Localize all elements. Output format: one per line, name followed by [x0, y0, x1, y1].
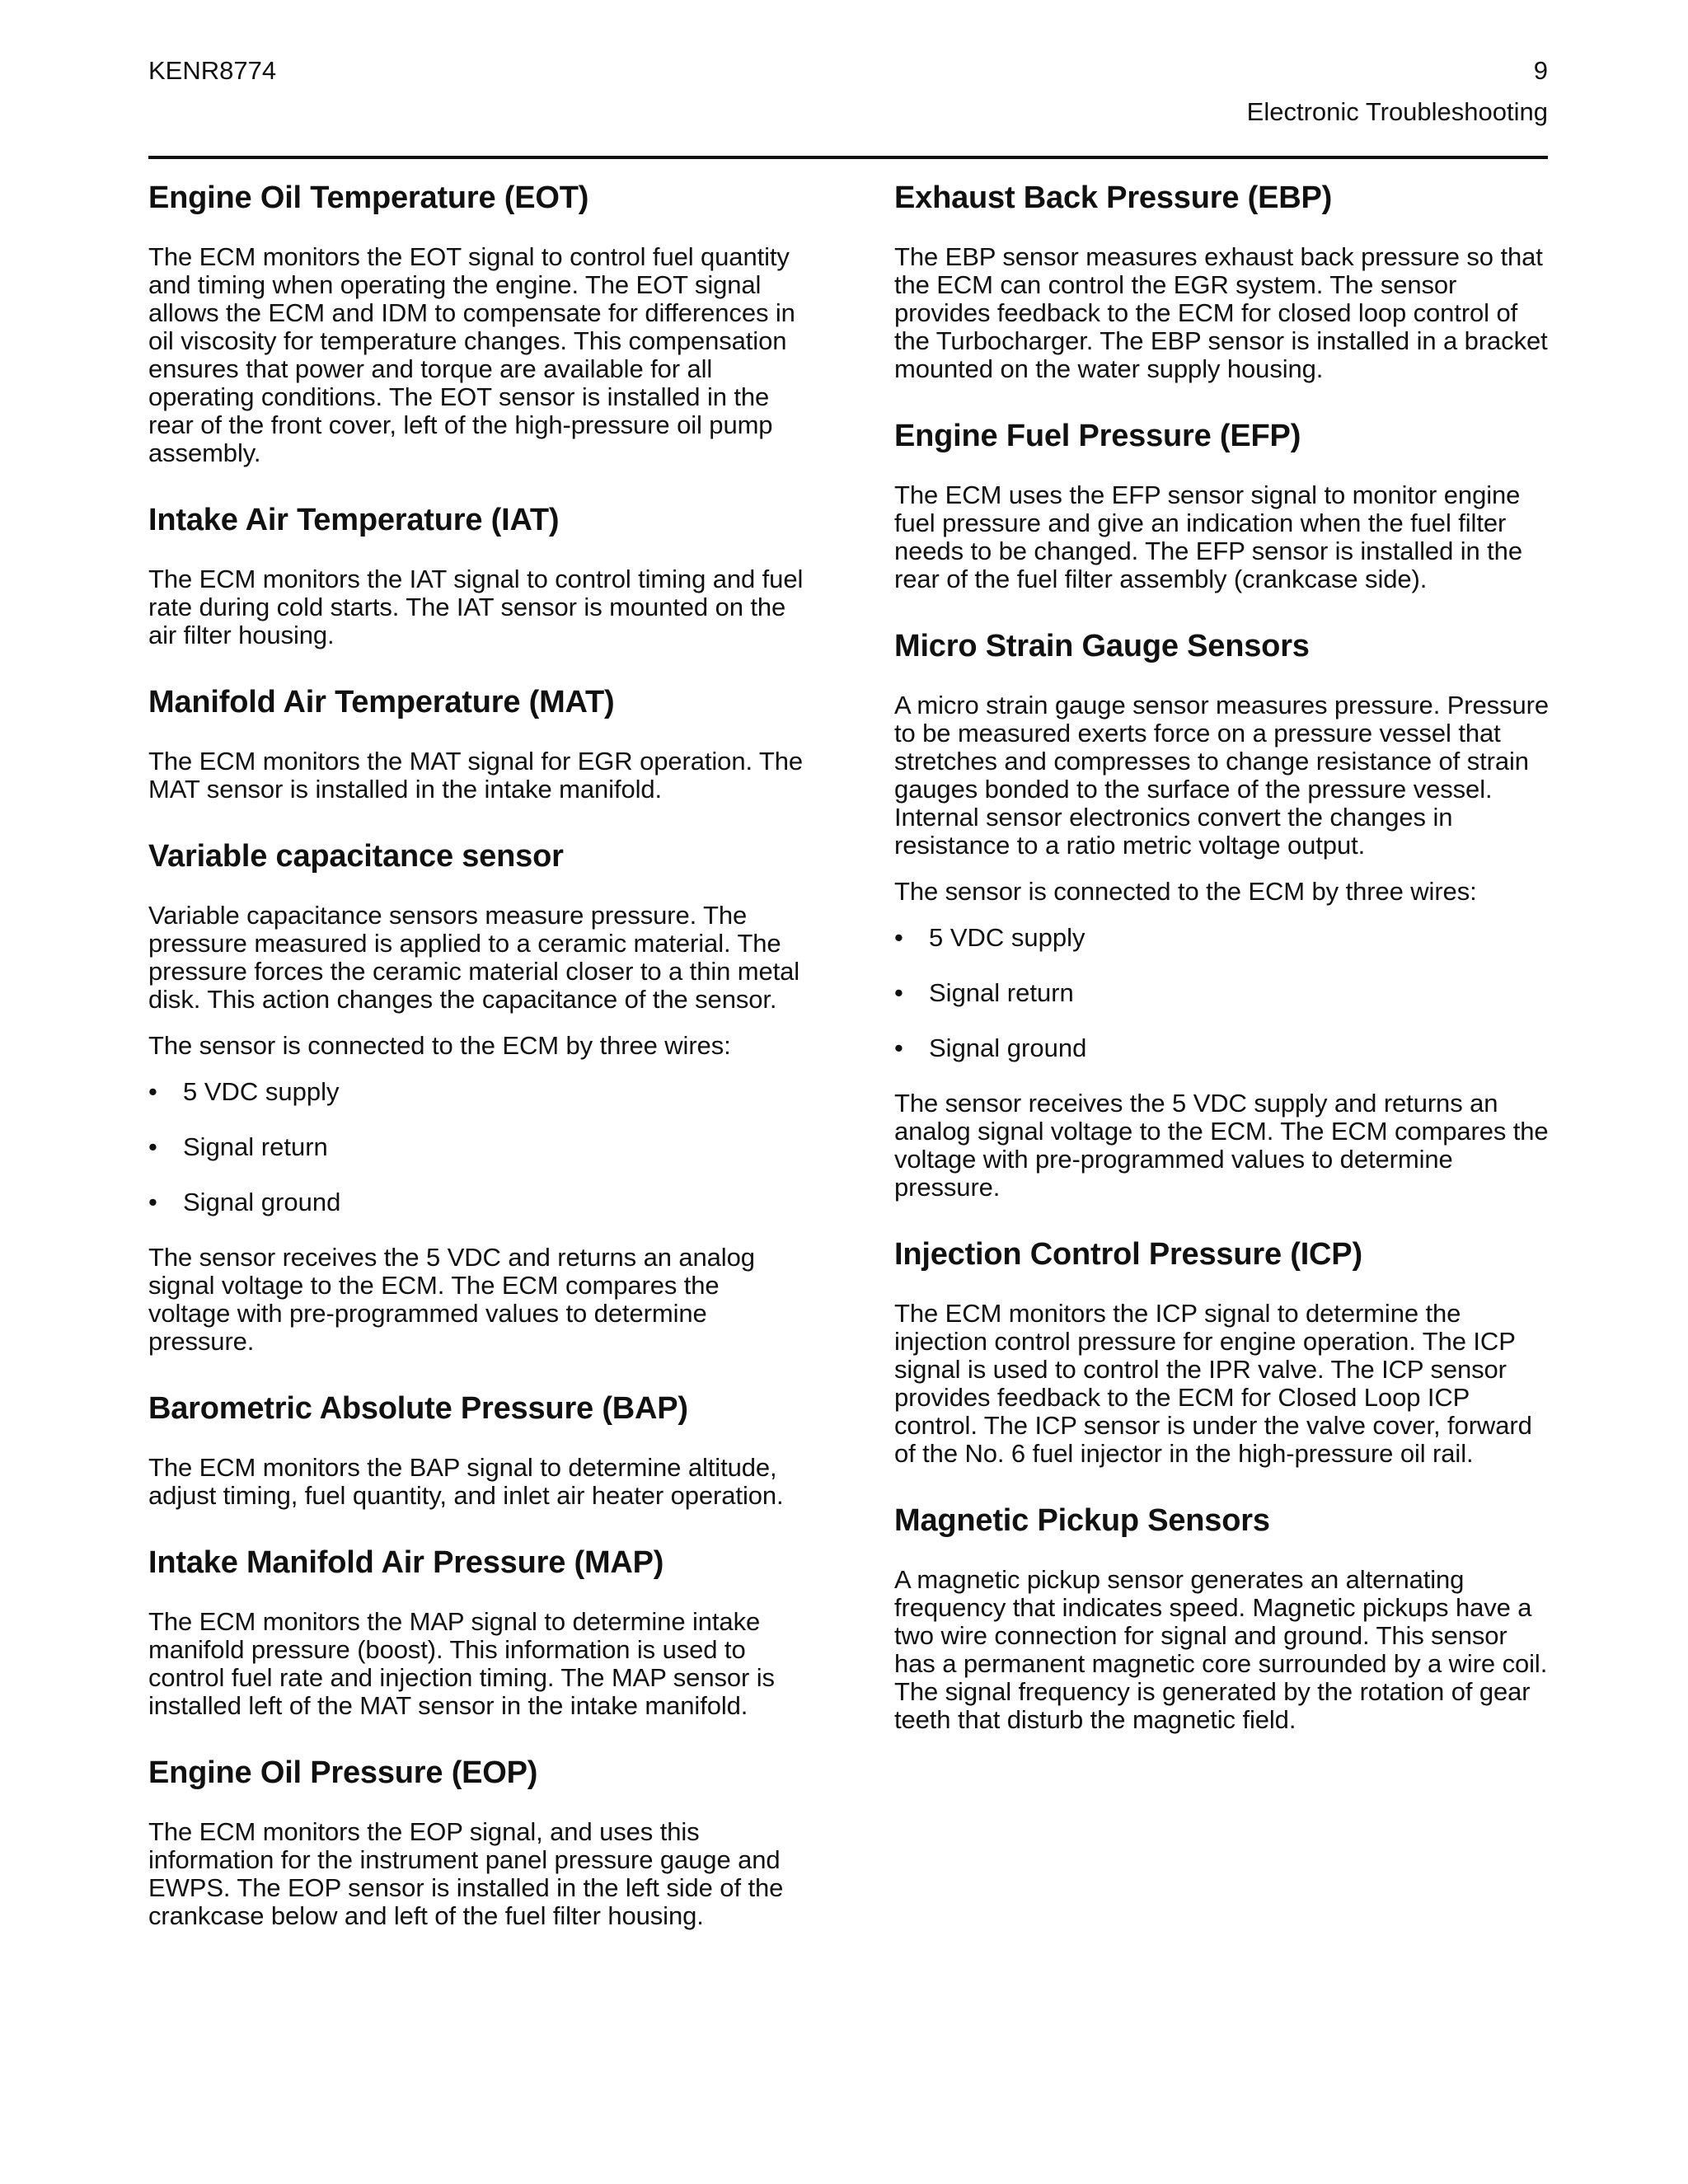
doc-section — [894, 1502, 1554, 1734]
bullet-icon: • — [894, 1033, 903, 1062]
section-heading: Variable capacitance sensor — [148, 839, 564, 874]
doc-section — [148, 502, 808, 649]
body-paragraph: A magnetic pickup sensor generates an alternating frequency that indicates speed. Magnetic pickups have a two wire connection for signal and ground. This sensor has a permanent magnetic core surrounded by a wire coil. The signal frequency is generated by the rotation of gear teeth that disturb the magnetic field. — [894, 1565, 1548, 1734]
body-paragraph: The sensor receives the 5 VDC and returns an analog signal voltage to the ECM. The ECM compares the voltage with pre-programmed values to determine pressure. — [148, 1243, 755, 1356]
bullet-icon: • — [148, 1132, 157, 1161]
body-paragraph: The EBP sensor measures exhaust back pressure so that the ECM can control the EGR system. The sensor provides feedback to the ECM for closed loop control of the Turbocharger. The EBP sensor is installed in a bracket mounted on the water supply housing. — [894, 242, 1548, 383]
section-heading: Exhaust Back Pressure (EBP) — [894, 180, 1333, 215]
doc-section — [148, 1544, 808, 1720]
section-heading: Engine Oil Pressure (EOP) — [148, 1755, 538, 1790]
bullet-text: Signal ground — [929, 1033, 1087, 1062]
bullet-item — [894, 979, 1554, 1007]
doc-section — [894, 418, 1554, 593]
bullet-text: Signal return — [183, 1132, 328, 1161]
left-column — [148, 180, 808, 1965]
bullet-icon: • — [148, 1077, 157, 1106]
body-paragraph: The ECM monitors the EOT signal to control fuel quantity and timing when operating the engine. The EOT signal allows the ECM and IDM to compensate for differences in oil viscosity for temperature changes. This compensation ensures that power and torque are available for all operating conditions. The EOT sensor is installed in the rear of the front cover, left of the high-pressure oil pump assembly. — [148, 242, 795, 467]
page-number: 9 — [1533, 56, 1548, 85]
doc-section — [148, 1390, 808, 1510]
page-header — [148, 56, 1548, 163]
body-paragraph: A micro strain gauge sensor measures pressure. Pressure to be measured exerts force on a pressure vessel that stretches and compresses to change resistance of strain gauges bonded to the surface of the pressure vessel. Internal sensor electronics convert the changes in resistance to a ratio metric voltage output. — [894, 691, 1549, 860]
doc-section — [148, 838, 808, 1356]
section-heading: Intake Manifold Air Pressure (MAP) — [148, 1545, 664, 1580]
bullet-item — [894, 1034, 1554, 1062]
bullet-list — [894, 924, 1554, 1062]
section-heading: Engine Fuel Pressure (EFP) — [894, 419, 1301, 453]
body-paragraph: Variable capacitance sensors measure pressure. The pressure measured is applied to a ceramic material. The pressure forces the ceramic material closer to a thin metal disk. This action changes the capacitance of the sensor. — [148, 901, 800, 1014]
bullet-item — [148, 1188, 808, 1216]
bullet-item — [148, 1078, 808, 1106]
section-heading: Barometric Absolute Pressure (BAP) — [148, 1391, 688, 1426]
body-paragraph: The ECM monitors the IAT signal to control timing and fuel rate during cold starts. The IAT sensor is mounted on the air filter housing. — [148, 565, 804, 649]
body-paragraph: The ECM uses the EFP sensor signal to monitor engine fuel pressure and give an indication when the fuel filter needs to be changed. The EFP sensor is installed in the rear of the fuel filter assembly (crankcase side). — [894, 480, 1522, 593]
bullet-text: 5 VDC supply — [183, 1077, 340, 1106]
section-heading: Injection Control Pressure (ICP) — [894, 1237, 1362, 1272]
doc-section — [894, 1236, 1554, 1468]
doc-section — [894, 628, 1554, 1202]
body-paragraph: The ECM monitors the EOP signal, and uses this information for the instrument panel pressure gauge and EWPS. The EOP sensor is installed in the left side of the crankcase below and left of the fuel filter housing. — [148, 1817, 784, 1930]
header-divider — [148, 156, 1548, 159]
body-paragraph: The sensor is connected to the ECM by three wires: — [894, 877, 1477, 906]
bullet-list — [148, 1078, 808, 1216]
document-id: KENR8774 — [148, 56, 277, 85]
section-heading: Manifold Air Temperature (MAT) — [148, 685, 615, 719]
bullet-icon: • — [894, 923, 903, 952]
bullet-text: Signal ground — [183, 1188, 341, 1216]
body-paragraph: The sensor receives the 5 VDC supply and returns an analog signal voltage to the ECM. The ECM compares the voltage with pre-programmed values to determine pressure. — [894, 1089, 1549, 1202]
bullet-item — [894, 924, 1554, 952]
section-heading: Micro Strain Gauge Sensors — [894, 629, 1310, 663]
doc-section — [894, 180, 1554, 383]
body-paragraph: The sensor is connected to the ECM by three wires: — [148, 1031, 731, 1060]
doc-section — [148, 1755, 808, 1930]
doc-section — [148, 684, 808, 804]
body-paragraph: The ECM monitors the MAP signal to determine intake manifold pressure (boost). This information is used to control fuel rate and injection timing. The MAP sensor is installed left of the MAT sensor in the intake manifold. — [148, 1607, 775, 1720]
section-heading: Magnetic Pickup Sensors — [894, 1503, 1270, 1538]
right-column — [894, 180, 1554, 1769]
section-heading: Intake Air Temperature (IAT) — [148, 503, 560, 537]
bullet-text: Signal return — [929, 978, 1074, 1007]
bullet-icon: • — [148, 1188, 157, 1216]
running-section-title: Electronic Troubleshooting — [1246, 97, 1548, 126]
bullet-icon: • — [894, 978, 903, 1007]
body-paragraph: The ECM monitors the MAT signal for EGR operation. The MAT sensor is installed in the intake manifold. — [148, 747, 804, 804]
bullet-item — [148, 1133, 808, 1161]
body-paragraph: The ECM monitors the BAP signal to determine altitude, adjust timing, fuel quantity, and inlet air heater operation. — [148, 1453, 784, 1510]
body-paragraph: The ECM monitors the ICP signal to determine the injection control pressure for engine operation. The ICP signal is used to control the IPR valve. The ICP sensor provides feedback to the ECM for Closed Loop ICP control. The ICP sensor is under the valve cover, forward of the No. 6 fuel injector in the high-pressure oil rail. — [894, 1299, 1532, 1468]
doc-section — [148, 180, 808, 467]
section-heading: Engine Oil Temperature (EOT) — [148, 180, 589, 215]
bullet-text: 5 VDC supply — [929, 923, 1085, 952]
